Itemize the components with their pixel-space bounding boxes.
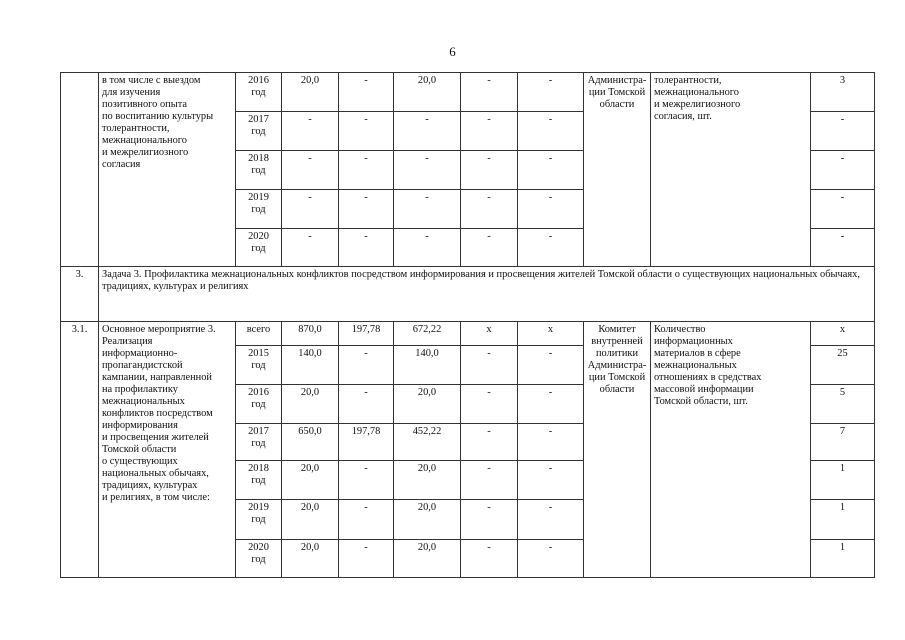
total-cell: - (282, 190, 339, 229)
federal-budget-cell: - (339, 190, 394, 229)
indicator-value-cell: 1 (811, 500, 875, 540)
other-sources-cell: - (518, 190, 584, 229)
local-budget-cell: - (461, 151, 518, 190)
federal-budget-cell: 197,78 (339, 424, 394, 461)
local-budget-cell: - (461, 385, 518, 424)
regional-budget-cell: 20,0 (394, 385, 461, 424)
federal-budget-cell: - (339, 540, 394, 578)
other-sources-cell: - (518, 424, 584, 461)
local-budget-cell: - (461, 424, 518, 461)
regional-budget-cell: - (394, 190, 461, 229)
other-sources-cell: - (518, 151, 584, 190)
item-number: 3.1. (61, 322, 99, 578)
federal-budget-cell: 197,78 (339, 322, 394, 346)
indicator-name-cell: толерантности, межнационального и межрелигиозного согласия, шт. (651, 73, 811, 267)
item-number (61, 73, 99, 267)
year-cell: всего (236, 322, 282, 346)
indicator-value-cell: 5 (811, 385, 875, 424)
federal-budget-cell: - (339, 73, 394, 112)
total-cell: - (282, 112, 339, 151)
other-sources-cell: - (518, 112, 584, 151)
table-row (61, 73, 875, 112)
total-cell: 650,0 (282, 424, 339, 461)
regional-budget-cell: - (394, 151, 461, 190)
year-cell: 2019 год (236, 500, 282, 540)
year-cell: 2016 год (236, 385, 282, 424)
total-cell: 20,0 (282, 461, 339, 500)
indicator-name-cell: Количество информационных материалов в сфере межнациональных отношениях в средствах массовой информации Томской области, шт. (651, 322, 811, 578)
regional-budget-cell: 140,0 (394, 346, 461, 385)
other-sources-cell: - (518, 385, 584, 424)
local-budget-cell: - (461, 73, 518, 112)
federal-budget-cell: - (339, 500, 394, 540)
local-budget-cell: - (461, 112, 518, 151)
total-cell: 20,0 (282, 540, 339, 578)
task-number: 3. (61, 267, 99, 322)
year-cell: 2016 год (236, 73, 282, 112)
local-budget-cell: - (461, 229, 518, 267)
year-cell: 2017 год (236, 112, 282, 151)
total-cell: 20,0 (282, 500, 339, 540)
executor-cell: Администра- ции Томской области (584, 73, 651, 267)
total-cell: 140,0 (282, 346, 339, 385)
regional-budget-cell: 20,0 (394, 461, 461, 500)
indicator-value-cell: - (811, 229, 875, 267)
year-cell: 2020 год (236, 540, 282, 578)
indicator-value-cell: 7 (811, 424, 875, 461)
regional-budget-cell: 672,22 (394, 322, 461, 346)
table-row (61, 322, 875, 346)
indicator-value-cell: - (811, 151, 875, 190)
indicator-value-cell: - (811, 112, 875, 151)
federal-budget-cell: - (339, 346, 394, 385)
year-cell: 2019 год (236, 190, 282, 229)
task-text: Задача 3. Профилактика межнациональных конфликтов посредством информирования и просвещения жителей Томской области о существующих национальных обычаях, традициях, культурах и религиях (99, 267, 875, 322)
total-cell: 20,0 (282, 73, 339, 112)
local-budget-cell: - (461, 190, 518, 229)
program-table (60, 72, 875, 578)
other-sources-cell: х (518, 322, 584, 346)
year-cell: 2017 год (236, 424, 282, 461)
other-sources-cell: - (518, 500, 584, 540)
total-cell: 20,0 (282, 385, 339, 424)
indicator-value-cell: х (811, 322, 875, 346)
total-cell: 870,0 (282, 322, 339, 346)
other-sources-cell: - (518, 229, 584, 267)
federal-budget-cell: - (339, 385, 394, 424)
year-cell: 2015 год (236, 346, 282, 385)
activity-name: в том числе с выездом для изучения позитивного опыта по воспитанию культуры толерантности, межнационального и межрелигиозного согласия (99, 73, 236, 267)
total-cell: - (282, 229, 339, 267)
task-row (61, 267, 875, 322)
regional-budget-cell: - (394, 112, 461, 151)
local-budget-cell: х (461, 322, 518, 346)
federal-budget-cell: - (339, 461, 394, 500)
year-cell: 2018 год (236, 461, 282, 500)
total-cell: - (282, 151, 339, 190)
indicator-value-cell: 1 (811, 461, 875, 500)
regional-budget-cell: 20,0 (394, 540, 461, 578)
indicator-value-cell: - (811, 190, 875, 229)
activity-name: Основное мероприятие 3. Реализация информационно- пропагандистской кампании, направленной на профилактику межнациональных конфликтов посредством информирования и просвещения жителей Томской области о существующих национальных обычаях, традициях, культурах и религиях, в том числе: (99, 322, 236, 578)
page-number: 6 (449, 44, 456, 59)
regional-budget-cell: - (394, 229, 461, 267)
other-sources-cell: - (518, 73, 584, 112)
other-sources-cell: - (518, 461, 584, 500)
indicator-value-cell: 3 (811, 73, 875, 112)
indicator-value-cell: 1 (811, 540, 875, 578)
local-budget-cell: - (461, 540, 518, 578)
indicator-value-cell: 25 (811, 346, 875, 385)
federal-budget-cell: - (339, 151, 394, 190)
table-body (61, 73, 875, 578)
executor-cell: Комитет внутренней политики Администра- ции Томской области (584, 322, 651, 578)
federal-budget-cell: - (339, 229, 394, 267)
local-budget-cell: - (461, 461, 518, 500)
regional-budget-cell: 20,0 (394, 500, 461, 540)
local-budget-cell: - (461, 500, 518, 540)
year-cell: 2018 год (236, 151, 282, 190)
regional-budget-cell: 452,22 (394, 424, 461, 461)
regional-budget-cell: 20,0 (394, 73, 461, 112)
year-cell: 2020 год (236, 229, 282, 267)
local-budget-cell: - (461, 346, 518, 385)
federal-budget-cell: - (339, 112, 394, 151)
other-sources-cell: - (518, 346, 584, 385)
other-sources-cell: - (518, 540, 584, 578)
